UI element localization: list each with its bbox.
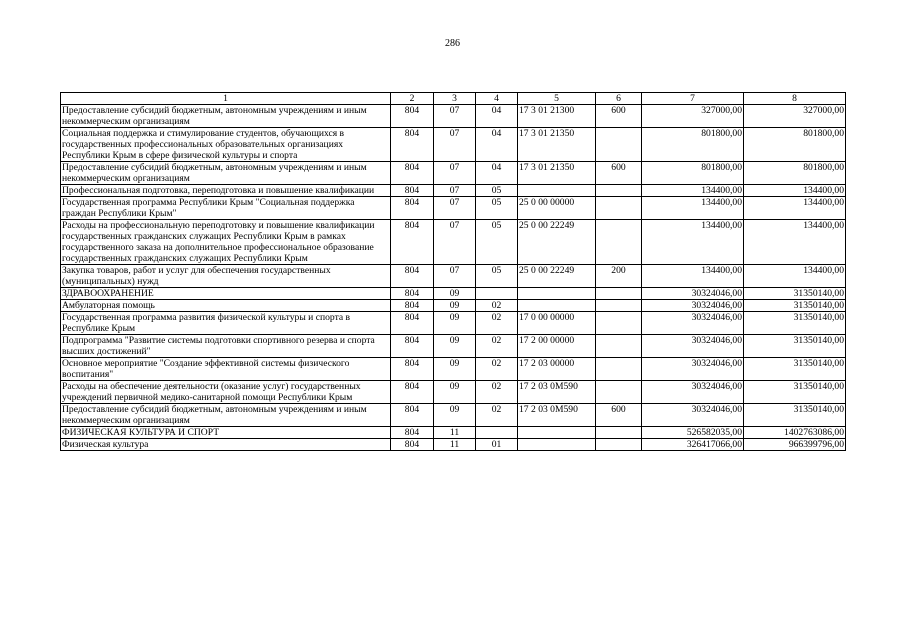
row-code: 804 xyxy=(391,312,434,335)
row-expense-type xyxy=(596,185,642,197)
row-amount-2: 134400,00 xyxy=(744,265,846,288)
row-target-article: 25 0 00 00000 xyxy=(518,197,596,220)
row-code: 804 xyxy=(391,128,434,162)
table-row xyxy=(61,427,846,439)
row-name: Социальная поддержка и стимулирование студентов, обучающихся в государственных профессиональных образовательных организациях Республики Крым в сфере физической культуры и спорта xyxy=(61,128,391,162)
budget-table xyxy=(60,92,846,451)
header-cell: 3 xyxy=(434,93,476,105)
row-subsection: 02 xyxy=(476,300,518,312)
row-amount-2: 31350140,00 xyxy=(744,312,846,335)
row-amount-2: 134400,00 xyxy=(744,197,846,220)
row-amount-2: 327000,00 xyxy=(744,105,846,128)
row-amount-2: 31350140,00 xyxy=(744,404,846,427)
table-row xyxy=(61,162,846,185)
row-expense-type xyxy=(596,358,642,381)
row-code: 804 xyxy=(391,300,434,312)
row-amount-1: 134400,00 xyxy=(642,197,744,220)
row-target-article: 17 0 00 00000 xyxy=(518,312,596,335)
row-amount-2: 134400,00 xyxy=(744,185,846,197)
row-code: 804 xyxy=(391,427,434,439)
row-subsection: 05 xyxy=(476,265,518,288)
row-section: 07 xyxy=(434,220,476,265)
table-row xyxy=(61,358,846,381)
row-subsection: 02 xyxy=(476,381,518,404)
row-amount-2: 966399796,00 xyxy=(744,439,846,451)
row-name: Предоставление субсидий бюджетным, автономным учреждениям и иным некоммерческим организациям xyxy=(61,404,391,427)
header-cell: 6 xyxy=(596,93,642,105)
row-subsection xyxy=(476,288,518,300)
row-expense-type: 600 xyxy=(596,105,642,128)
row-subsection: 04 xyxy=(476,128,518,162)
row-code: 804 xyxy=(391,288,434,300)
row-code: 804 xyxy=(391,105,434,128)
row-name: ЗДРАВООХРАНЕНИЕ xyxy=(61,288,391,300)
row-subsection: 05 xyxy=(476,197,518,220)
row-target-article: 17 2 03 0М590 xyxy=(518,381,596,404)
header-cell: 5 xyxy=(518,93,596,105)
row-section: 07 xyxy=(434,128,476,162)
table-row xyxy=(61,105,846,128)
row-target-article: 17 2 03 00000 xyxy=(518,358,596,381)
row-amount-1: 30324046,00 xyxy=(642,404,744,427)
row-section: 11 xyxy=(434,439,476,451)
header-row xyxy=(61,93,846,105)
row-name: Подпрограмма "Развитие системы подготовки спортивного резерва и спорта высших достижений" xyxy=(61,335,391,358)
row-amount-2: 31350140,00 xyxy=(744,288,846,300)
row-section: 09 xyxy=(434,381,476,404)
row-section: 07 xyxy=(434,185,476,197)
row-amount-2: 31350140,00 xyxy=(744,381,846,404)
row-section: 09 xyxy=(434,300,476,312)
row-amount-2: 31350140,00 xyxy=(744,335,846,358)
row-name: Профессиональная подготовка, переподготовка и повышение квалификации xyxy=(61,185,391,197)
row-section: 07 xyxy=(434,105,476,128)
row-expense-type xyxy=(596,335,642,358)
row-amount-2: 134400,00 xyxy=(744,220,846,265)
page-number: 286 xyxy=(445,38,460,49)
row-code: 804 xyxy=(391,162,434,185)
row-subsection: 01 xyxy=(476,439,518,451)
row-code: 804 xyxy=(391,197,434,220)
row-target-article: 17 3 01 21300 xyxy=(518,105,596,128)
table-row xyxy=(61,381,846,404)
row-amount-1: 30324046,00 xyxy=(642,335,744,358)
row-code: 804 xyxy=(391,185,434,197)
header-cell: 8 xyxy=(744,93,846,105)
row-amount-1: 134400,00 xyxy=(642,185,744,197)
table-row xyxy=(61,128,846,162)
table-row xyxy=(61,197,846,220)
table-row xyxy=(61,439,846,451)
table-row xyxy=(61,404,846,427)
table-row xyxy=(61,185,846,197)
row-section: 09 xyxy=(434,358,476,381)
table-row xyxy=(61,335,846,358)
row-amount-2: 801800,00 xyxy=(744,162,846,185)
row-target-article xyxy=(518,185,596,197)
header-cell: 4 xyxy=(476,93,518,105)
row-amount-2: 31350140,00 xyxy=(744,358,846,381)
row-amount-1: 30324046,00 xyxy=(642,381,744,404)
row-name: Расходы на профессиональную переподготовку и повышение квалификации государственных гражданских служащих Республики Крым в рамках государственного заказа на дополнительное профессиональное образование государственных гражданских служащих Республики Крым xyxy=(61,220,391,265)
row-name: Государственная программа развития физической культуры и спорта в Республике Крым xyxy=(61,312,391,335)
table-row xyxy=(61,288,846,300)
row-amount-1: 134400,00 xyxy=(642,265,744,288)
row-name: ФИЗИЧЕСКАЯ КУЛЬТУРА И СПОРТ xyxy=(61,427,391,439)
table-row xyxy=(61,220,846,265)
row-amount-1: 30324046,00 xyxy=(642,288,744,300)
row-expense-type xyxy=(596,381,642,404)
row-subsection: 02 xyxy=(476,312,518,335)
row-target-article: 17 2 00 00000 xyxy=(518,335,596,358)
row-expense-type xyxy=(596,300,642,312)
row-amount-2: 31350140,00 xyxy=(744,300,846,312)
row-name: Физическая культура xyxy=(61,439,391,451)
row-amount-1: 30324046,00 xyxy=(642,358,744,381)
row-target-article: 17 3 01 21350 xyxy=(518,162,596,185)
row-amount-1: 30324046,00 xyxy=(642,312,744,335)
row-subsection: 02 xyxy=(476,358,518,381)
row-expense-type xyxy=(596,220,642,265)
row-name: Государственная программа Республики Крым "Социальная поддержка граждан Республики Крым" xyxy=(61,197,391,220)
row-amount-1: 801800,00 xyxy=(642,128,744,162)
row-subsection: 05 xyxy=(476,185,518,197)
row-expense-type xyxy=(596,312,642,335)
header-cell: 2 xyxy=(391,93,434,105)
row-section: 09 xyxy=(434,404,476,427)
row-amount-1: 801800,00 xyxy=(642,162,744,185)
row-target-article xyxy=(518,427,596,439)
row-amount-1: 134400,00 xyxy=(642,220,744,265)
row-expense-type xyxy=(596,439,642,451)
row-expense-type: 600 xyxy=(596,162,642,185)
header-cell: 1 xyxy=(61,93,391,105)
row-section: 07 xyxy=(434,265,476,288)
row-name: Предоставление субсидий бюджетным, автономным учреждениям и иным некоммерческим организациям xyxy=(61,105,391,128)
row-expense-type xyxy=(596,288,642,300)
row-amount-1: 526582035,00 xyxy=(642,427,744,439)
row-name: Амбулаторная помощь xyxy=(61,300,391,312)
row-section: 09 xyxy=(434,312,476,335)
row-expense-type: 200 xyxy=(596,265,642,288)
row-amount-2: 801800,00 xyxy=(744,128,846,162)
row-code: 804 xyxy=(391,220,434,265)
header-cell: 7 xyxy=(642,93,744,105)
table-row xyxy=(61,300,846,312)
table-body xyxy=(61,105,846,451)
row-code: 804 xyxy=(391,335,434,358)
row-amount-1: 326417066,00 xyxy=(642,439,744,451)
row-code: 804 xyxy=(391,358,434,381)
row-subsection: 04 xyxy=(476,162,518,185)
row-name: Расходы на обеспечение деятельности (оказание услуг) государственных учреждений первичной медико-санитарной помощи Республики Крым xyxy=(61,381,391,404)
row-target-article: 17 3 01 21350 xyxy=(518,128,596,162)
row-subsection xyxy=(476,427,518,439)
row-code: 804 xyxy=(391,381,434,404)
table-row xyxy=(61,265,846,288)
row-section: 09 xyxy=(434,335,476,358)
row-target-article xyxy=(518,300,596,312)
row-target-article: 25 0 00 22249 xyxy=(518,265,596,288)
row-target-article: 25 0 00 22249 xyxy=(518,220,596,265)
row-subsection: 02 xyxy=(476,404,518,427)
row-code: 804 xyxy=(391,404,434,427)
row-target-article xyxy=(518,288,596,300)
row-section: 09 xyxy=(434,288,476,300)
row-expense-type xyxy=(596,128,642,162)
row-name: Закупка товаров, работ и услуг для обеспечения государственных (муниципальных) нужд xyxy=(61,265,391,288)
row-amount-2: 1402763086,00 xyxy=(744,427,846,439)
row-target-article xyxy=(518,439,596,451)
table-row xyxy=(61,312,846,335)
row-name: Основное мероприятие "Создание эффективной системы физического воспитания" xyxy=(61,358,391,381)
row-code: 804 xyxy=(391,439,434,451)
row-section: 07 xyxy=(434,197,476,220)
row-expense-type: 600 xyxy=(596,404,642,427)
row-subsection: 04 xyxy=(476,105,518,128)
row-section: 11 xyxy=(434,427,476,439)
row-name: Предоставление субсидий бюджетным, автономным учреждениям и иным некоммерческим организациям xyxy=(61,162,391,185)
row-amount-1: 327000,00 xyxy=(642,105,744,128)
row-code: 804 xyxy=(391,265,434,288)
row-expense-type xyxy=(596,197,642,220)
row-subsection: 02 xyxy=(476,335,518,358)
row-subsection: 05 xyxy=(476,220,518,265)
row-target-article: 17 2 03 0М590 xyxy=(518,404,596,427)
row-section: 07 xyxy=(434,162,476,185)
row-expense-type xyxy=(596,427,642,439)
row-amount-1: 30324046,00 xyxy=(642,300,744,312)
